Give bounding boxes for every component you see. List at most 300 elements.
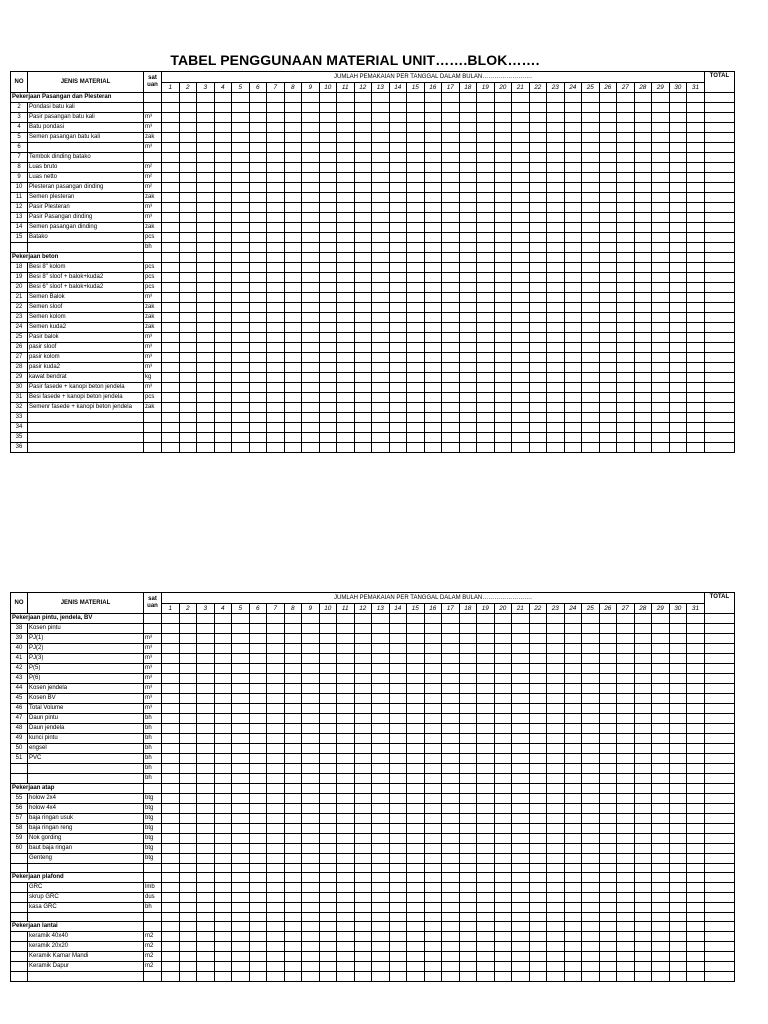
- total-cell[interactable]: [704, 694, 734, 704]
- day-value-cell[interactable]: [302, 313, 320, 323]
- day-value-cell[interactable]: [599, 674, 617, 684]
- day-value-cell[interactable]: [424, 383, 442, 393]
- day-value-cell[interactable]: [162, 873, 180, 883]
- day-value-cell[interactable]: [652, 734, 670, 744]
- day-value-cell[interactable]: [424, 972, 442, 981]
- day-value-cell[interactable]: [669, 814, 687, 824]
- day-value-cell[interactable]: [477, 303, 495, 313]
- total-cell[interactable]: [704, 634, 734, 644]
- total-cell[interactable]: [704, 942, 734, 952]
- day-value-cell[interactable]: [319, 303, 337, 313]
- day-value-cell[interactable]: [617, 922, 635, 932]
- day-value-cell[interactable]: [267, 253, 285, 263]
- day-value-cell[interactable]: [634, 323, 652, 333]
- day-value-cell[interactable]: [372, 674, 390, 684]
- day-value-cell[interactable]: [459, 153, 477, 163]
- day-value-cell[interactable]: [459, 363, 477, 373]
- day-value-cell[interactable]: [617, 854, 635, 864]
- day-value-cell[interactable]: [354, 143, 372, 153]
- day-value-cell[interactable]: [372, 283, 390, 293]
- total-cell[interactable]: [704, 143, 734, 153]
- day-value-cell[interactable]: [284, 343, 302, 353]
- day-value-cell[interactable]: [232, 764, 250, 774]
- day-value-cell[interactable]: [459, 952, 477, 962]
- day-value-cell[interactable]: [232, 223, 250, 233]
- day-value-cell[interactable]: [337, 243, 355, 253]
- day-value-cell[interactable]: [354, 263, 372, 273]
- day-value-cell[interactable]: [529, 373, 547, 383]
- day-value-cell[interactable]: [337, 644, 355, 654]
- day-value-cell[interactable]: [494, 873, 512, 883]
- day-value-cell[interactable]: [459, 293, 477, 303]
- day-value-cell[interactable]: [652, 383, 670, 393]
- day-value-cell[interactable]: [687, 774, 705, 784]
- day-value-cell[interactable]: [372, 233, 390, 243]
- day-value-cell[interactable]: [599, 403, 617, 413]
- day-value-cell[interactable]: [249, 804, 267, 814]
- day-value-cell[interactable]: [634, 273, 652, 283]
- day-value-cell[interactable]: [477, 903, 495, 913]
- day-value-cell[interactable]: [424, 243, 442, 253]
- day-value-cell[interactable]: [249, 263, 267, 273]
- day-value-cell[interactable]: [407, 303, 425, 313]
- day-value-cell[interactable]: [302, 854, 320, 864]
- day-value-cell[interactable]: [337, 804, 355, 814]
- day-value-cell[interactable]: [512, 804, 530, 814]
- day-value-cell[interactable]: [197, 173, 215, 183]
- day-value-cell[interactable]: [354, 684, 372, 694]
- day-value-cell[interactable]: [214, 143, 232, 153]
- day-value-cell[interactable]: [179, 223, 197, 233]
- day-value-cell[interactable]: [477, 674, 495, 684]
- day-value-cell[interactable]: [319, 433, 337, 443]
- day-value-cell[interactable]: [442, 714, 460, 724]
- day-value-cell[interactable]: [442, 864, 460, 873]
- day-value-cell[interactable]: [529, 654, 547, 664]
- day-value-cell[interactable]: [477, 273, 495, 283]
- day-value-cell[interactable]: [512, 972, 530, 981]
- day-value-cell[interactable]: [162, 133, 180, 143]
- day-value-cell[interactable]: [564, 664, 582, 674]
- day-value-cell[interactable]: [582, 143, 600, 153]
- day-value-cell[interactable]: [687, 203, 705, 213]
- day-value-cell[interactable]: [512, 103, 530, 113]
- day-value-cell[interactable]: [564, 893, 582, 903]
- day-value-cell[interactable]: [652, 714, 670, 724]
- day-value-cell[interactable]: [617, 804, 635, 814]
- day-value-cell[interactable]: [389, 123, 407, 133]
- day-value-cell[interactable]: [687, 684, 705, 694]
- day-value-cell[interactable]: [372, 183, 390, 193]
- day-value-cell[interactable]: [512, 373, 530, 383]
- day-value-cell[interactable]: [669, 644, 687, 654]
- day-value-cell[interactable]: [267, 293, 285, 303]
- day-value-cell[interactable]: [179, 183, 197, 193]
- day-value-cell[interactable]: [302, 774, 320, 784]
- day-value-cell[interactable]: [284, 624, 302, 634]
- total-cell[interactable]: [704, 183, 734, 193]
- day-value-cell[interactable]: [162, 423, 180, 433]
- day-value-cell[interactable]: [687, 163, 705, 173]
- day-value-cell[interactable]: [249, 694, 267, 704]
- day-value-cell[interactable]: [442, 903, 460, 913]
- day-value-cell[interactable]: [459, 724, 477, 734]
- day-value-cell[interactable]: [617, 193, 635, 203]
- day-value-cell[interactable]: [284, 303, 302, 313]
- day-value-cell[interactable]: [634, 932, 652, 942]
- day-value-cell[interactable]: [214, 664, 232, 674]
- day-value-cell[interactable]: [512, 734, 530, 744]
- day-value-cell[interactable]: [477, 922, 495, 932]
- total-cell[interactable]: [704, 133, 734, 143]
- day-value-cell[interactable]: [599, 323, 617, 333]
- day-value-cell[interactable]: [599, 183, 617, 193]
- day-value-cell[interactable]: [372, 333, 390, 343]
- day-value-cell[interactable]: [407, 654, 425, 664]
- day-value-cell[interactable]: [582, 952, 600, 962]
- total-cell[interactable]: [704, 714, 734, 724]
- day-value-cell[interactable]: [669, 283, 687, 293]
- day-value-cell[interactable]: [687, 253, 705, 263]
- day-value-cell[interactable]: [477, 163, 495, 173]
- day-value-cell[interactable]: [389, 183, 407, 193]
- day-value-cell[interactable]: [477, 93, 495, 103]
- day-value-cell[interactable]: [407, 393, 425, 403]
- day-value-cell[interactable]: [214, 624, 232, 634]
- day-value-cell[interactable]: [477, 634, 495, 644]
- day-value-cell[interactable]: [652, 243, 670, 253]
- day-value-cell[interactable]: [302, 744, 320, 754]
- total-cell[interactable]: [704, 243, 734, 253]
- day-value-cell[interactable]: [459, 123, 477, 133]
- day-value-cell[interactable]: [267, 834, 285, 844]
- day-value-cell[interactable]: [267, 684, 285, 694]
- day-value-cell[interactable]: [389, 433, 407, 443]
- day-value-cell[interactable]: [197, 972, 215, 981]
- total-cell[interactable]: [704, 403, 734, 413]
- day-value-cell[interactable]: [179, 744, 197, 754]
- day-value-cell[interactable]: [687, 243, 705, 253]
- day-value-cell[interactable]: [372, 952, 390, 962]
- day-value-cell[interactable]: [319, 824, 337, 834]
- day-value-cell[interactable]: [197, 93, 215, 103]
- day-value-cell[interactable]: [512, 403, 530, 413]
- day-value-cell[interactable]: [232, 864, 250, 873]
- day-value-cell[interactable]: [652, 932, 670, 942]
- day-value-cell[interactable]: [494, 343, 512, 353]
- day-value-cell[interactable]: [442, 942, 460, 952]
- day-value-cell[interactable]: [442, 794, 460, 804]
- day-value-cell[interactable]: [302, 674, 320, 684]
- total-cell[interactable]: [704, 873, 734, 883]
- day-value-cell[interactable]: [249, 744, 267, 754]
- day-value-cell[interactable]: [389, 133, 407, 143]
- day-value-cell[interactable]: [424, 443, 442, 453]
- day-value-cell[interactable]: [424, 293, 442, 303]
- day-value-cell[interactable]: [424, 864, 442, 873]
- day-value-cell[interactable]: [477, 253, 495, 263]
- day-value-cell[interactable]: [564, 804, 582, 814]
- day-value-cell[interactable]: [319, 143, 337, 153]
- day-value-cell[interactable]: [459, 654, 477, 664]
- day-value-cell[interactable]: [372, 694, 390, 704]
- day-value-cell[interactable]: [617, 644, 635, 654]
- day-value-cell[interactable]: [249, 704, 267, 714]
- day-value-cell[interactable]: [267, 313, 285, 323]
- day-value-cell[interactable]: [582, 263, 600, 273]
- day-value-cell[interactable]: [459, 714, 477, 724]
- day-value-cell[interactable]: [564, 233, 582, 243]
- day-value-cell[interactable]: [494, 854, 512, 864]
- day-value-cell[interactable]: [529, 393, 547, 403]
- day-value-cell[interactable]: [459, 754, 477, 764]
- day-value-cell[interactable]: [354, 163, 372, 173]
- day-value-cell[interactable]: [302, 624, 320, 634]
- day-value-cell[interactable]: [354, 644, 372, 654]
- day-value-cell[interactable]: [337, 962, 355, 972]
- day-value-cell[interactable]: [179, 193, 197, 203]
- day-value-cell[interactable]: [197, 193, 215, 203]
- day-value-cell[interactable]: [319, 373, 337, 383]
- day-value-cell[interactable]: [634, 403, 652, 413]
- day-value-cell[interactable]: [284, 293, 302, 303]
- day-value-cell[interactable]: [512, 123, 530, 133]
- day-value-cell[interactable]: [407, 413, 425, 423]
- day-value-cell[interactable]: [232, 413, 250, 423]
- day-value-cell[interactable]: [424, 413, 442, 423]
- day-value-cell[interactable]: [512, 433, 530, 443]
- day-value-cell[interactable]: [687, 864, 705, 873]
- day-value-cell[interactable]: [442, 153, 460, 163]
- day-value-cell[interactable]: [582, 932, 600, 942]
- day-value-cell[interactable]: [179, 614, 197, 624]
- day-value-cell[interactable]: [582, 233, 600, 243]
- day-value-cell[interactable]: [162, 253, 180, 263]
- day-value-cell[interactable]: [337, 163, 355, 173]
- day-value-cell[interactable]: [284, 183, 302, 193]
- day-value-cell[interactable]: [337, 873, 355, 883]
- day-value-cell[interactable]: [214, 614, 232, 624]
- day-value-cell[interactable]: [214, 133, 232, 143]
- day-value-cell[interactable]: [687, 704, 705, 714]
- day-value-cell[interactable]: [407, 293, 425, 303]
- day-value-cell[interactable]: [442, 403, 460, 413]
- day-value-cell[interactable]: [617, 704, 635, 714]
- day-value-cell[interactable]: [197, 323, 215, 333]
- day-value-cell[interactable]: [249, 303, 267, 313]
- day-value-cell[interactable]: [302, 794, 320, 804]
- day-value-cell[interactable]: [582, 203, 600, 213]
- day-value-cell[interactable]: [424, 962, 442, 972]
- day-value-cell[interactable]: [424, 373, 442, 383]
- day-value-cell[interactable]: [442, 363, 460, 373]
- day-value-cell[interactable]: [267, 283, 285, 293]
- day-value-cell[interactable]: [424, 942, 442, 952]
- day-value-cell[interactable]: [529, 433, 547, 443]
- day-value-cell[interactable]: [687, 962, 705, 972]
- day-value-cell[interactable]: [337, 273, 355, 283]
- day-value-cell[interactable]: [634, 764, 652, 774]
- day-value-cell[interactable]: [442, 824, 460, 834]
- day-value-cell[interactable]: [669, 413, 687, 423]
- day-value-cell[interactable]: [512, 883, 530, 893]
- day-value-cell[interactable]: [617, 764, 635, 774]
- day-value-cell[interactable]: [564, 714, 582, 724]
- day-value-cell[interactable]: [179, 932, 197, 942]
- day-value-cell[interactable]: [232, 754, 250, 764]
- day-value-cell[interactable]: [512, 764, 530, 774]
- day-value-cell[interactable]: [477, 844, 495, 854]
- day-value-cell[interactable]: [599, 804, 617, 814]
- day-value-cell[interactable]: [599, 684, 617, 694]
- day-value-cell[interactable]: [372, 962, 390, 972]
- day-value-cell[interactable]: [669, 433, 687, 443]
- day-value-cell[interactable]: [337, 834, 355, 844]
- day-value-cell[interactable]: [319, 223, 337, 233]
- day-value-cell[interactable]: [319, 873, 337, 883]
- day-value-cell[interactable]: [302, 203, 320, 213]
- day-value-cell[interactable]: [442, 814, 460, 824]
- day-value-cell[interactable]: [494, 824, 512, 834]
- day-value-cell[interactable]: [582, 423, 600, 433]
- day-value-cell[interactable]: [669, 903, 687, 913]
- day-value-cell[interactable]: [337, 373, 355, 383]
- day-value-cell[interactable]: [564, 913, 582, 922]
- day-value-cell[interactable]: [599, 644, 617, 654]
- day-value-cell[interactable]: [354, 123, 372, 133]
- day-value-cell[interactable]: [179, 173, 197, 183]
- day-value-cell[interactable]: [634, 744, 652, 754]
- day-value-cell[interactable]: [197, 113, 215, 123]
- day-value-cell[interactable]: [687, 233, 705, 243]
- day-value-cell[interactable]: [599, 293, 617, 303]
- day-value-cell[interactable]: [512, 844, 530, 854]
- day-value-cell[interactable]: [652, 694, 670, 704]
- day-value-cell[interactable]: [354, 942, 372, 952]
- day-value-cell[interactable]: [442, 93, 460, 103]
- day-value-cell[interactable]: [197, 714, 215, 724]
- day-value-cell[interactable]: [179, 834, 197, 844]
- day-value-cell[interactable]: [599, 353, 617, 363]
- day-value-cell[interactable]: [389, 323, 407, 333]
- day-value-cell[interactable]: [669, 844, 687, 854]
- day-value-cell[interactable]: [249, 253, 267, 263]
- day-value-cell[interactable]: [582, 864, 600, 873]
- day-value-cell[interactable]: [389, 193, 407, 203]
- day-value-cell[interactable]: [459, 774, 477, 784]
- day-value-cell[interactable]: [214, 824, 232, 834]
- day-value-cell[interactable]: [529, 293, 547, 303]
- day-value-cell[interactable]: [582, 293, 600, 303]
- day-value-cell[interactable]: [669, 654, 687, 664]
- day-value-cell[interactable]: [302, 113, 320, 123]
- day-value-cell[interactable]: [197, 922, 215, 932]
- day-value-cell[interactable]: [284, 664, 302, 674]
- day-value-cell[interactable]: [477, 962, 495, 972]
- day-value-cell[interactable]: [354, 193, 372, 203]
- day-value-cell[interactable]: [232, 913, 250, 922]
- day-value-cell[interactable]: [617, 774, 635, 784]
- day-value-cell[interactable]: [687, 193, 705, 203]
- day-value-cell[interactable]: [162, 814, 180, 824]
- day-value-cell[interactable]: [372, 93, 390, 103]
- day-value-cell[interactable]: [284, 213, 302, 223]
- day-value-cell[interactable]: [249, 922, 267, 932]
- day-value-cell[interactable]: [442, 193, 460, 203]
- day-value-cell[interactable]: [179, 654, 197, 664]
- day-value-cell[interactable]: [687, 674, 705, 684]
- day-value-cell[interactable]: [407, 93, 425, 103]
- day-value-cell[interactable]: [197, 393, 215, 403]
- day-value-cell[interactable]: [634, 423, 652, 433]
- day-value-cell[interactable]: [284, 253, 302, 263]
- day-value-cell[interactable]: [407, 433, 425, 443]
- day-value-cell[interactable]: [284, 922, 302, 932]
- day-value-cell[interactable]: [284, 103, 302, 113]
- day-value-cell[interactable]: [512, 223, 530, 233]
- day-value-cell[interactable]: [354, 794, 372, 804]
- day-value-cell[interactable]: [459, 333, 477, 343]
- day-value-cell[interactable]: [599, 233, 617, 243]
- day-value-cell[interactable]: [337, 93, 355, 103]
- day-value-cell[interactable]: [669, 383, 687, 393]
- day-value-cell[interactable]: [599, 383, 617, 393]
- day-value-cell[interactable]: [669, 213, 687, 223]
- day-value-cell[interactable]: [407, 644, 425, 654]
- day-value-cell[interactable]: [442, 873, 460, 883]
- day-value-cell[interactable]: [232, 624, 250, 634]
- day-value-cell[interactable]: [634, 383, 652, 393]
- day-value-cell[interactable]: [687, 814, 705, 824]
- day-value-cell[interactable]: [494, 893, 512, 903]
- day-value-cell[interactable]: [214, 913, 232, 922]
- day-value-cell[interactable]: [302, 834, 320, 844]
- day-value-cell[interactable]: [424, 634, 442, 644]
- day-value-cell[interactable]: [547, 654, 565, 664]
- day-value-cell[interactable]: [319, 283, 337, 293]
- day-value-cell[interactable]: [529, 303, 547, 313]
- day-value-cell[interactable]: [389, 634, 407, 644]
- day-value-cell[interactable]: [389, 213, 407, 223]
- day-value-cell[interactable]: [407, 704, 425, 714]
- day-value-cell[interactable]: [249, 353, 267, 363]
- day-value-cell[interactable]: [669, 333, 687, 343]
- total-cell[interactable]: [704, 283, 734, 293]
- total-cell[interactable]: [704, 163, 734, 173]
- day-value-cell[interactable]: [162, 273, 180, 283]
- day-value-cell[interactable]: [389, 243, 407, 253]
- day-value-cell[interactable]: [477, 263, 495, 273]
- day-value-cell[interactable]: [354, 153, 372, 163]
- day-value-cell[interactable]: [477, 664, 495, 674]
- day-value-cell[interactable]: [459, 283, 477, 293]
- day-value-cell[interactable]: [424, 323, 442, 333]
- total-cell[interactable]: [704, 734, 734, 744]
- day-value-cell[interactable]: [459, 183, 477, 193]
- day-value-cell[interactable]: [652, 913, 670, 922]
- day-value-cell[interactable]: [424, 183, 442, 193]
- day-value-cell[interactable]: [529, 423, 547, 433]
- day-value-cell[interactable]: [512, 233, 530, 243]
- day-value-cell[interactable]: [459, 383, 477, 393]
- day-value-cell[interactable]: [389, 704, 407, 714]
- day-value-cell[interactable]: [617, 323, 635, 333]
- day-value-cell[interactable]: [407, 614, 425, 624]
- day-value-cell[interactable]: [529, 123, 547, 133]
- day-value-cell[interactable]: [687, 883, 705, 893]
- day-value-cell[interactable]: [547, 283, 565, 293]
- day-value-cell[interactable]: [599, 273, 617, 283]
